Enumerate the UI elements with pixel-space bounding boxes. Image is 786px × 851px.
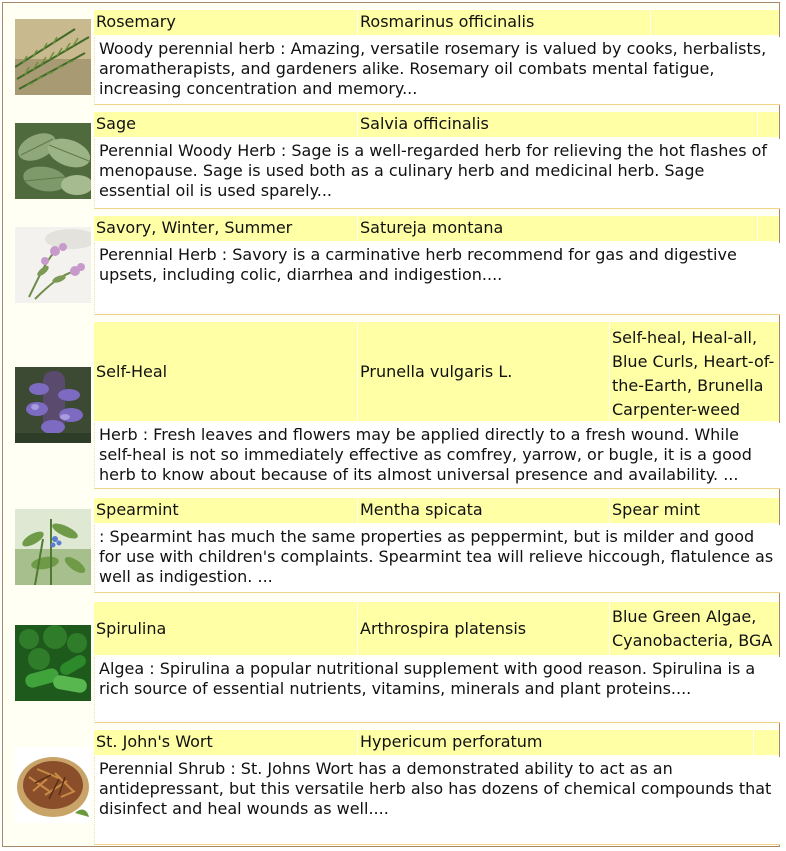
latin-name: Prunella vulgaris L.	[358, 321, 609, 421]
common-name[interactable]: Sage	[94, 111, 357, 137]
herb-entry-self-heal	[3, 321, 779, 491]
alias-names: Spear mint	[610, 497, 779, 523]
alias-names: Blue Green Algae, Cyanobacteria, BGA	[610, 601, 779, 655]
alias-names	[758, 111, 779, 137]
herb-entry-st-johns-wort	[3, 729, 779, 847]
herb-entry-spearmint	[3, 497, 779, 595]
latin-name: Mentha spicata	[358, 497, 609, 523]
alias-names	[651, 9, 779, 35]
herb-entry-savory	[3, 215, 779, 315]
herb-description: Perennial Herb : Savory is a carminative herb recommend for gas and digestive upsets, including colic, diarrhea and indigestion....	[94, 243, 780, 315]
latin-name: Rosmarinus officinalis	[358, 9, 650, 35]
herb-description: Perennial Shrub : St. Johns Wort has a demonstrated ability to act as an antidepressant, but this versatile herb also has dozens of chemical compounds that disinfect and heal wounds as well....	[94, 757, 780, 845]
herb-description: Woody perennial herb : Amazing, versatile rosemary is valued by cooks, herbalists, aromatherapists, and gardeners alike. Rosemary oil combats mental fatigue, increasing concentration and memory...	[94, 37, 780, 105]
sage-leaves-icon[interactable]	[15, 123, 91, 199]
herb-description: Perennial Woody Herb : Sage is a well-regarded herb for relieving the hot flashes of menopause. Sage is used both as a culinary herb and medicinal herb. Sage essential oil is used sparely...	[94, 139, 780, 209]
self-heal-flower-icon[interactable]	[15, 367, 91, 443]
savory-flowers-icon[interactable]	[15, 227, 91, 303]
spirulina-capsules-icon[interactable]	[15, 625, 91, 701]
latin-name: Arthrospira platensis	[358, 601, 609, 655]
herb-description: Herb : Fresh leaves and flowers may be applied directly to a fresh wound. While self-heal is not so immediately effective as comfrey, yarrow, or bugle, it is a good herb to know about because of its almost universal presence and availability. ...	[94, 423, 780, 489]
common-name[interactable]: St. John's Wort	[94, 729, 357, 755]
herb-entry-sage	[3, 111, 779, 209]
rosemary-sprig-icon[interactable]	[15, 19, 91, 95]
alias-names	[754, 729, 779, 755]
herb-list	[2, 2, 780, 847]
common-name[interactable]: Savory, Winter, Summer	[94, 215, 357, 241]
herb-entry-rosemary	[3, 9, 779, 107]
common-name[interactable]: Self-Heal	[94, 321, 357, 421]
latin-name: Salvia officinalis	[358, 111, 757, 137]
herb-description: : Spearmint has much the same properties as peppermint, but is milder and good for use with children's complaints. Spearmint tea will relieve hiccough, flatulence as well as indigestion. ...	[94, 525, 780, 593]
st-johns-wort-bowl-icon[interactable]	[15, 747, 91, 823]
herb-description: Algea : Spirulina a popular nutritional supplement with good reason. Spirulina is a rich source of essential nutrients, vitamins, minerals and plant proteins....	[94, 657, 780, 723]
common-name[interactable]: Spearmint	[94, 497, 357, 523]
alias-names	[758, 215, 779, 241]
common-name[interactable]: Spirulina	[94, 601, 357, 655]
spearmint-plant-icon[interactable]	[15, 509, 91, 585]
herb-entry-spirulina	[3, 601, 779, 725]
latin-name: Hypericum perforatum	[358, 729, 753, 755]
latin-name: Satureja montana	[358, 215, 757, 241]
alias-names: Self-heal, Heal-all, Blue Curls, Heart-of-the-Earth, Brunella Carpenter-weed	[610, 321, 779, 421]
common-name[interactable]: Rosemary	[94, 9, 357, 35]
